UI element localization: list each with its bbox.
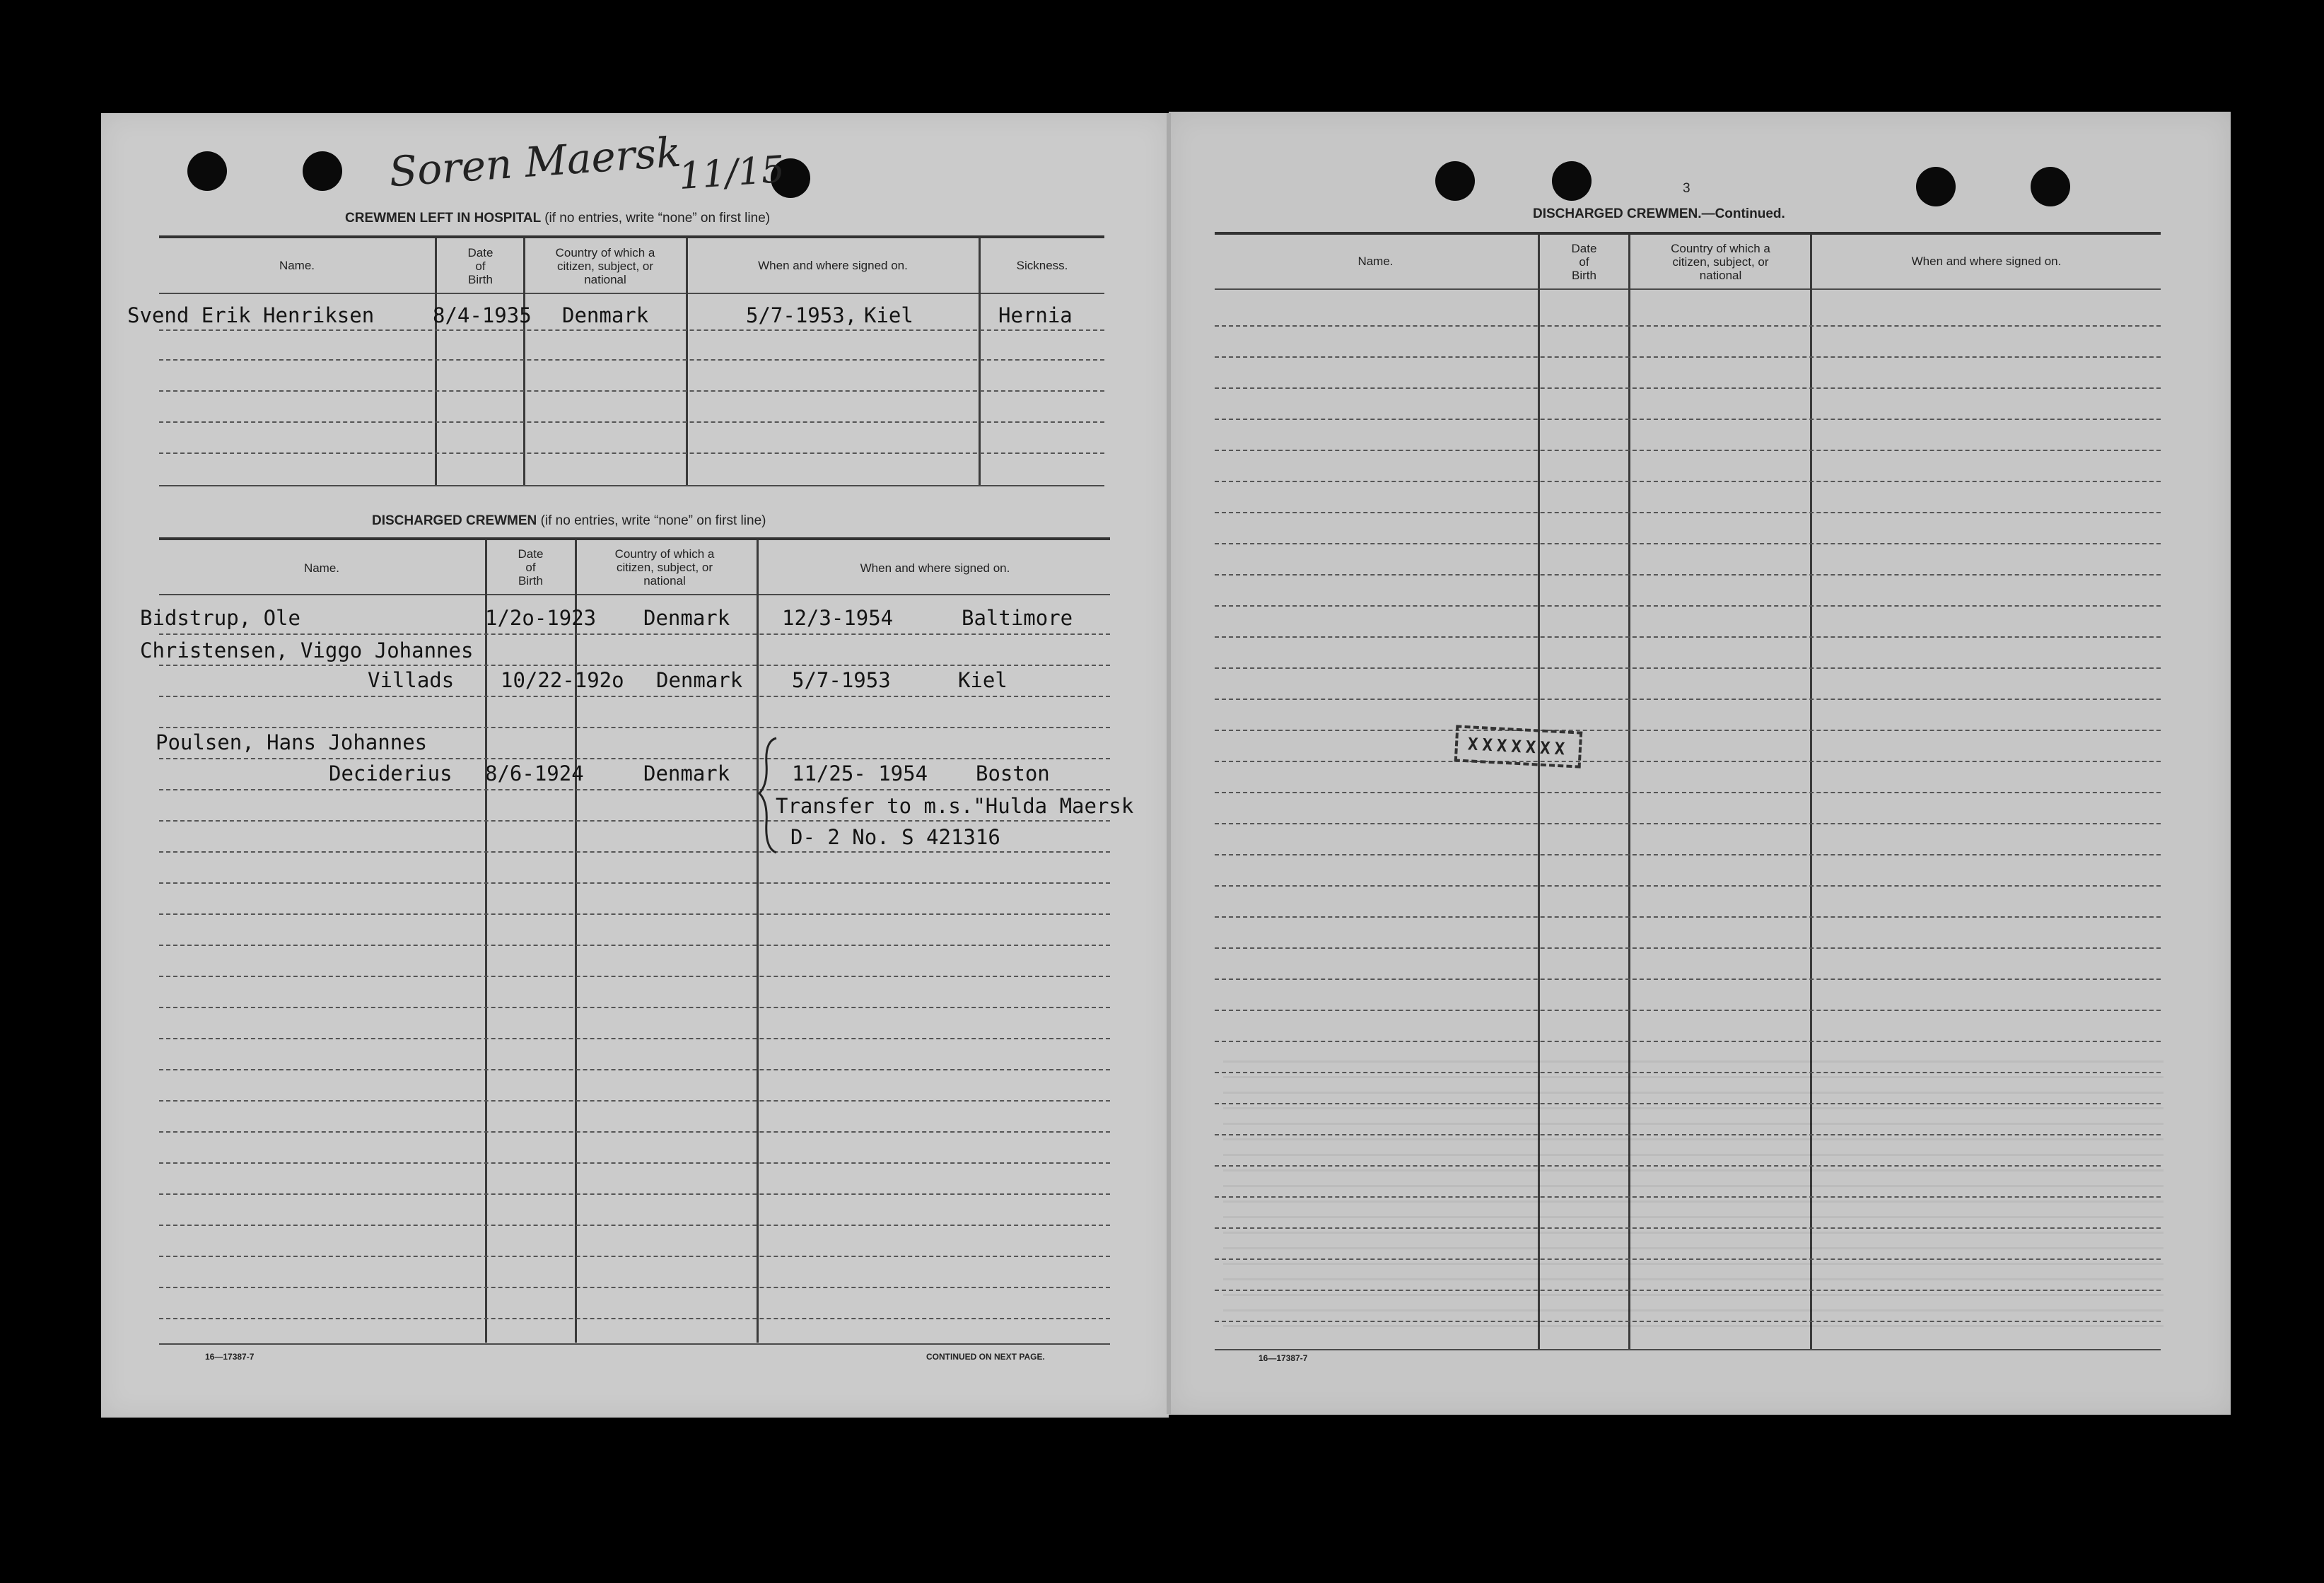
ruled-line xyxy=(1215,916,2161,918)
discharged-header-dob: Date of Birth xyxy=(518,547,544,588)
ruled-line xyxy=(159,913,1110,915)
brace-mark xyxy=(755,735,783,855)
discharged-row-note: D- 2 No. S 421316 xyxy=(790,825,1000,849)
ruled-line xyxy=(1215,792,2161,793)
discharged-row-dob: 1/2o-1923 xyxy=(485,606,597,630)
ruled-line xyxy=(159,976,1110,977)
hospital-header-sickness: Sickness. xyxy=(1016,259,1068,272)
discharged-row-place: Boston xyxy=(976,761,1050,785)
hospital-row-line xyxy=(159,329,1104,331)
ruled-line xyxy=(1215,636,2161,638)
hospital-row-date: 5/7-1953, xyxy=(746,303,858,327)
discharged-header-country: Country of which a citizen, subject, or national xyxy=(614,547,715,588)
page-fold xyxy=(1167,113,1171,1414)
ruled-line xyxy=(159,882,1110,884)
punch-hole xyxy=(1916,167,1956,206)
right-header-country: Country of which a citizen, subject, or national xyxy=(1671,242,1770,282)
right-header-name: Name. xyxy=(1357,255,1394,268)
punch-hole xyxy=(303,151,342,191)
ruled-line xyxy=(1215,512,2161,513)
ruled-line xyxy=(159,851,1110,853)
hospital-row-name: Svend Erik Henriksen xyxy=(127,303,375,327)
discharged-row-name-cont: Deciderius xyxy=(329,761,452,785)
ruled-line xyxy=(1215,605,2161,607)
ruled-line xyxy=(1215,761,2161,762)
punch-hole xyxy=(2031,167,2070,206)
discharged-header-name: Name. xyxy=(303,561,340,575)
discharged-row-country: Denmark xyxy=(643,606,730,630)
hospital-subtitle: (if no entries, write “none” on first line) xyxy=(544,211,771,226)
hospital-row-sickness: Hernia xyxy=(998,303,1073,327)
ruled-line xyxy=(1215,543,2161,544)
hospital-col-divider xyxy=(686,238,688,486)
right-subtitle: —Continued. xyxy=(1701,206,1785,221)
hospital-row-dob: 8/4-1935 xyxy=(433,303,532,327)
hospital-col-divider xyxy=(523,238,525,486)
ruled-line xyxy=(159,945,1110,946)
discharged-section-title xyxy=(372,513,766,529)
ruled-line xyxy=(159,1193,1110,1195)
hospital-header-name: Name. xyxy=(279,259,315,272)
discharged-col-divider xyxy=(575,540,577,1343)
hospital-row-line xyxy=(159,359,1104,361)
ruled-line xyxy=(159,1069,1110,1070)
discharged-row-date: 5/7-1953 xyxy=(792,668,891,692)
hospital-header-dob: Date of Birth xyxy=(467,246,494,286)
ruled-line xyxy=(159,789,1110,790)
ruled-line xyxy=(1215,1010,2161,1011)
discharged-bottom-rule xyxy=(159,1343,1110,1345)
hospital-row-place: Kiel xyxy=(864,303,913,327)
ruled-line xyxy=(1215,823,2161,824)
hospital-header-signed: When and where signed on. xyxy=(758,259,908,272)
right-section-title xyxy=(1533,206,1785,222)
ruled-line xyxy=(1215,667,2161,669)
ruled-line xyxy=(159,665,1110,666)
discharged-subtitle: (if no entries, write “none” on first line) xyxy=(540,513,766,528)
ruled-line xyxy=(159,820,1110,822)
ruled-line xyxy=(159,1100,1110,1102)
right-header-dob: Date of Birth xyxy=(1571,242,1597,282)
hospital-header-country: Country of which a citizen, subject, or national xyxy=(555,246,655,286)
handwritten-ship-name: Soren Maersk xyxy=(387,127,683,197)
punch-hole xyxy=(187,151,227,191)
ruled-line xyxy=(159,1225,1110,1226)
bleed-through-text xyxy=(1223,1061,2164,1329)
ruled-line xyxy=(159,1287,1110,1288)
discharged-row-place: Kiel xyxy=(958,668,1008,692)
discharged-col-divider xyxy=(757,540,759,1343)
hospital-row-line xyxy=(159,390,1104,392)
right-footer-form-number: 16—17387-7 xyxy=(1259,1353,1308,1363)
ruled-line xyxy=(1215,979,2161,980)
ruled-line xyxy=(1215,699,2161,700)
ruled-line xyxy=(1215,419,2161,420)
left-footer-form-number: 16—17387-7 xyxy=(205,1352,255,1362)
discharged-row-name: Poulsen, Hans Johannes xyxy=(156,730,428,754)
discharged-row-country: Denmark xyxy=(643,761,730,785)
hospital-bottom-rule xyxy=(159,485,1104,486)
hospital-section-title xyxy=(345,211,770,226)
hospital-title: CREWMEN LEFT IN HOSPITAL xyxy=(345,211,541,226)
discharged-row-date: 12/3-1954 xyxy=(782,606,894,630)
discharged-top-rule xyxy=(159,537,1110,540)
ruled-line xyxy=(159,696,1110,697)
ruled-line xyxy=(159,727,1110,728)
hospital-col-divider xyxy=(435,238,437,486)
discharged-header-rule xyxy=(159,594,1110,595)
hospital-row-line xyxy=(159,421,1104,423)
punch-hole xyxy=(1435,161,1475,201)
discharged-row-name: Christensen, Viggo Johannes xyxy=(140,638,474,662)
ruled-line xyxy=(159,1318,1110,1319)
discharged-row-name-cont: Villads xyxy=(368,668,455,692)
discharged-title: DISCHARGED CREWMEN xyxy=(372,513,537,528)
punch-hole xyxy=(1552,161,1592,201)
discharged-row-country: Denmark xyxy=(656,668,743,692)
ruled-line xyxy=(1215,356,2161,358)
hospital-row-line xyxy=(159,452,1104,454)
hospital-top-rule xyxy=(159,235,1104,238)
right-header-signed: When and where signed on. xyxy=(1911,255,2062,268)
hospital-header-rule xyxy=(159,293,1104,294)
discharged-row-note: Transfer to m.s."Hulda Maersk xyxy=(776,794,1134,818)
ruled-line xyxy=(1215,450,2161,451)
discharged-header-signed: When and where signed on. xyxy=(860,561,1010,575)
ruled-line xyxy=(159,1162,1110,1164)
discharged-row-date: 11/25- 1954 xyxy=(792,761,928,785)
right-page-number: 3 xyxy=(1683,181,1691,196)
right-bottom-rule xyxy=(1215,1349,2161,1350)
ruled-line xyxy=(159,633,1110,635)
handwritten-date: 11/15 xyxy=(677,148,786,199)
ruled-line xyxy=(1215,325,2161,327)
ruled-line xyxy=(159,758,1110,759)
ruled-line xyxy=(1215,1041,2161,1042)
ruled-line xyxy=(1215,947,2161,949)
ruled-line xyxy=(1215,885,2161,887)
discharged-col-divider xyxy=(485,540,487,1343)
ruled-line xyxy=(159,1038,1110,1039)
discharged-row-dob: 8/6-1924 xyxy=(485,761,584,785)
discharged-row-place: Baltimore xyxy=(962,606,1073,630)
hospital-col-divider xyxy=(979,238,981,486)
right-top-rule xyxy=(1215,232,2161,235)
ruled-line xyxy=(1215,730,2161,731)
ruled-line xyxy=(159,1007,1110,1008)
right-title: DISCHARGED CREWMEN. xyxy=(1533,206,1702,221)
ruled-line xyxy=(1215,574,2161,576)
discharged-row-dob: 10/22-192o xyxy=(501,668,624,692)
ruled-line xyxy=(159,1256,1110,1257)
left-footer-continued: CONTINUED ON NEXT PAGE. xyxy=(926,1352,1045,1362)
ruled-line xyxy=(1215,387,2161,389)
discharged-row-name: Bidstrup, Ole xyxy=(140,606,300,630)
ruled-line xyxy=(1215,481,2161,482)
ruled-line xyxy=(159,1131,1110,1133)
hospital-row-country: Denmark xyxy=(562,303,649,327)
ruled-line xyxy=(1215,854,2161,855)
ink-stamp: XXXXXXX xyxy=(1454,725,1583,768)
right-header-rule xyxy=(1215,288,2161,290)
